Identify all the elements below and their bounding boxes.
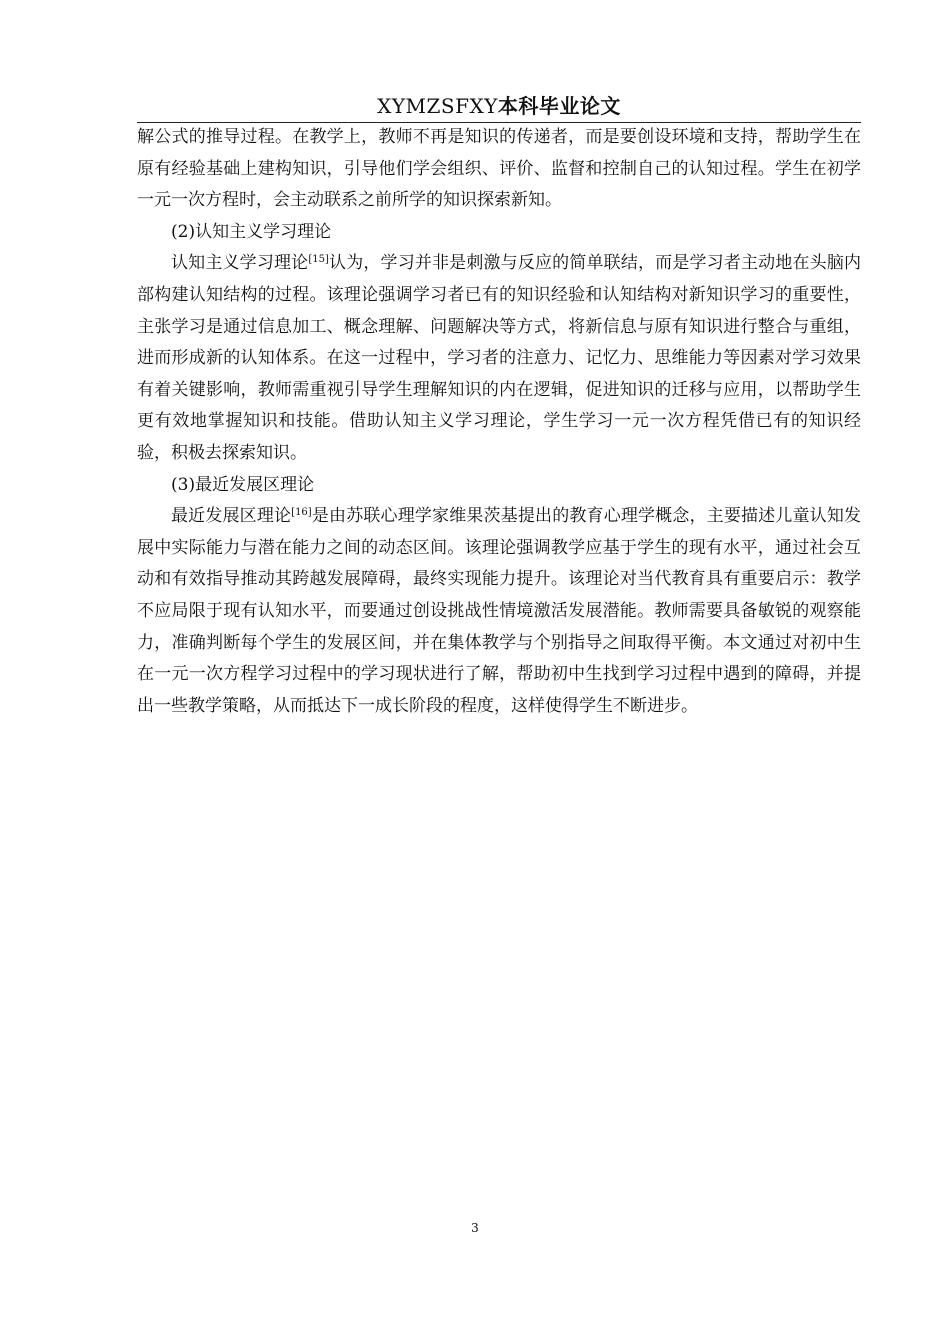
paragraph-cognitivism [137, 248, 861, 469]
citation-16: [16] [291, 507, 312, 519]
section-heading-cognitivism: (2)认知主义学习理论 [171, 221, 332, 242]
citation-15: [15] [308, 254, 329, 266]
paragraph-zpd [137, 501, 861, 722]
term-zpd: 最近发展区理论 [171, 506, 292, 527]
document-body [137, 122, 861, 722]
header-school-code: XYMZSFXY [377, 94, 498, 118]
header-thesis-title: 本科毕业论文 [497, 94, 621, 118]
paragraph-cognitivism-text: 认为，学习并非是刺激与反应的简单联结，而是学习者主动地在头脑内部构建认知结构的过程。该理论强调学习者已有的知识经验和认知结构对新知识学习的重要性，主张学习是通过信息加工、概念理解、问题解决等方式，将新信息与原有知识进行整合与重组，进而形成新的认知体系。在这一过程中，学习者的注意力、记忆力、思维能力等因素对学习效果有着关键影响，教师需重视引导学生理解知识的内在逻辑，促进知识的迁移与应用，以帮助学生更有效地掌握知识和技能。借助认知主义学习理论，学生学习一元一次方程凭借已有的知识经验，积极去探索知识。 [137, 253, 861, 463]
page-number: 3 [471, 1221, 479, 1235]
paragraph-continuation: 解公式的推导过程。在教学上，教师不再是知识的传递者，而是要创设环境和支持，帮助学生在原有经验基础上建构知识，引导他们学会组织、评价、监督和控制自己的认知过程。学生在初学一元一次方程时，会主动联系之前所学的知识探索新知。 [137, 127, 861, 211]
term-cognitivism: 认知主义学习理论 [171, 253, 309, 274]
section-heading-zpd: (3)最近发展区理论 [171, 474, 315, 495]
page-header [137, 92, 861, 123]
paragraph-zpd-text: 是由苏联心理学家维果茨基提出的教育心理学概念，主要描述儿童认知发展中实际能力与潜在能力之间的动态区间。该理论强调教学应基于学生的现有水平，通过社会互动和有效指导推动其跨越发展障碍，最终实现能力提升。该理论对当代教育具有重要启示：教学不应局限于现有认知水平，而要通过创设挑战性情境激活发展潜能。教师需要具备敏锐的观察能力，准确判断每个学生的发展区间，并在集体教学与个别指导之间取得平衡。本文通过对初中生在一元一次方程学习过程中的学习现状进行了解，帮助初中生找到学习过程中遇到的障碍，并提出一些教学策略，从而抵达下一成长阶段的程度，这样使得学生不断进步。 [137, 506, 862, 716]
